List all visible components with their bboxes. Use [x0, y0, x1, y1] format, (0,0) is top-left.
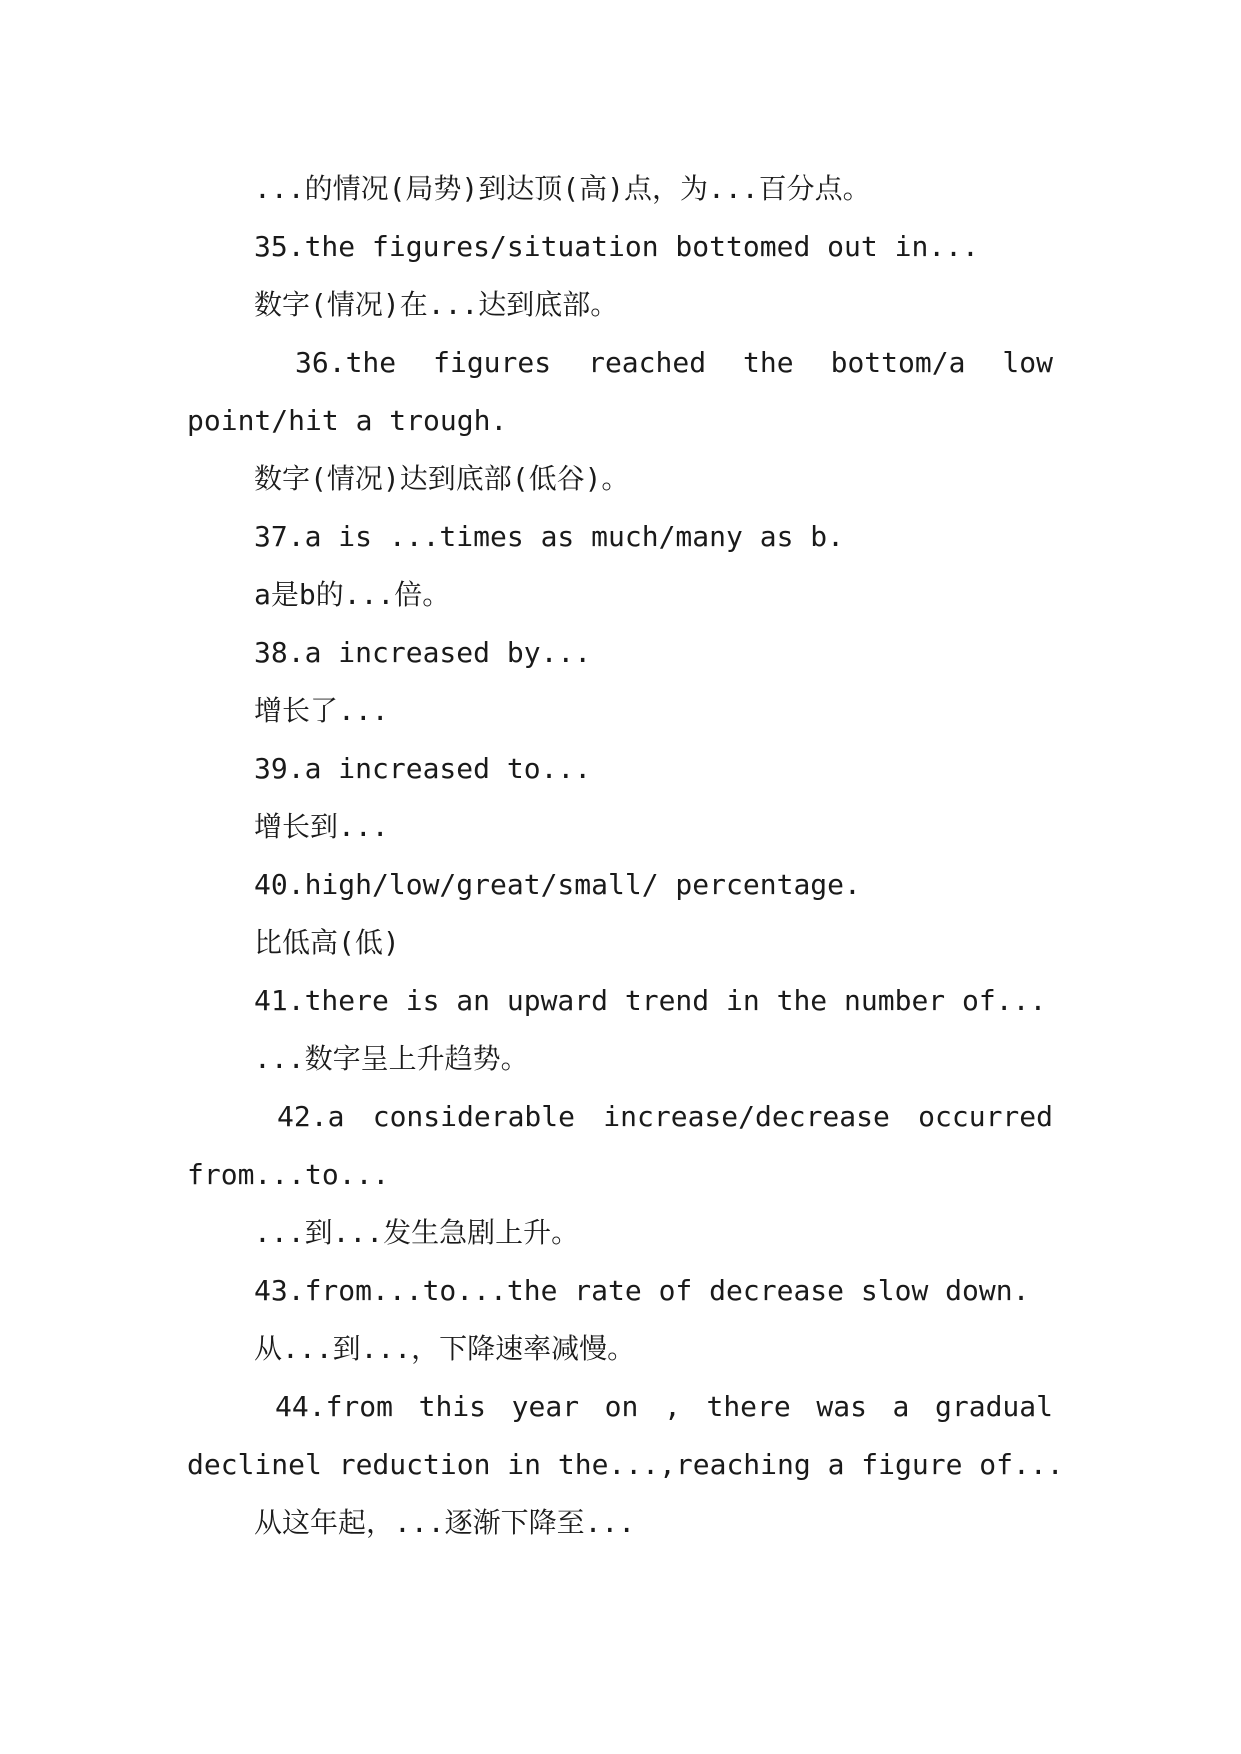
document-body: [187, 160, 1064, 1552]
translation-41: ...数字呈上升趋势。: [254, 1042, 529, 1075]
phrase-36-continued: point/hit a trough.: [187, 404, 508, 437]
phrase-39: 39.a increased to...: [254, 752, 592, 785]
translation-38: 增长了...: [254, 694, 389, 727]
translation-44: 从这年起，...逐渐下降至...: [254, 1506, 636, 1539]
translation-42: ...到...发生急剧上升。: [254, 1216, 580, 1249]
translation-43: 从...到...，下降速率减慢。: [254, 1332, 636, 1365]
phrase-44: 44.from this year on , there was a gradual: [275, 1390, 1053, 1423]
phrase-40: 40.high/low/great/small/ percentage.: [254, 868, 861, 901]
paragraph-line: ...的情况(局势)到达顶(高)点，为...百分点。: [254, 172, 871, 205]
phrase-42-continued: from...to...: [187, 1158, 390, 1191]
translation-40: 比低高(低): [254, 926, 400, 959]
phrase-35: 35.the figures/situation bottomed out in...: [254, 230, 979, 263]
translation-35: 数字(情况)在...达到底部。: [254, 288, 619, 321]
translation-37: a是b的...倍。: [254, 578, 451, 611]
phrase-44-continued: declinel reduction in the...,reaching a figure of...: [187, 1448, 1064, 1481]
phrase-38: 38.a increased by...: [254, 636, 592, 669]
phrase-42: 42.a considerable increase/decrease occurred: [277, 1100, 1053, 1133]
translation-39: 增长到...: [254, 810, 389, 843]
translation-36: 数字(情况)达到底部(低谷)。: [254, 462, 630, 495]
phrase-37: 37.a is ...times as much/many as b.: [254, 520, 845, 553]
phrase-43: 43.from...to...the rate of decrease slow down.: [254, 1274, 1030, 1307]
phrase-41: 41.there is an upward trend in the number of...: [254, 984, 1047, 1017]
phrase-36: 36.the figures reached the bottom/a low: [295, 346, 1053, 379]
